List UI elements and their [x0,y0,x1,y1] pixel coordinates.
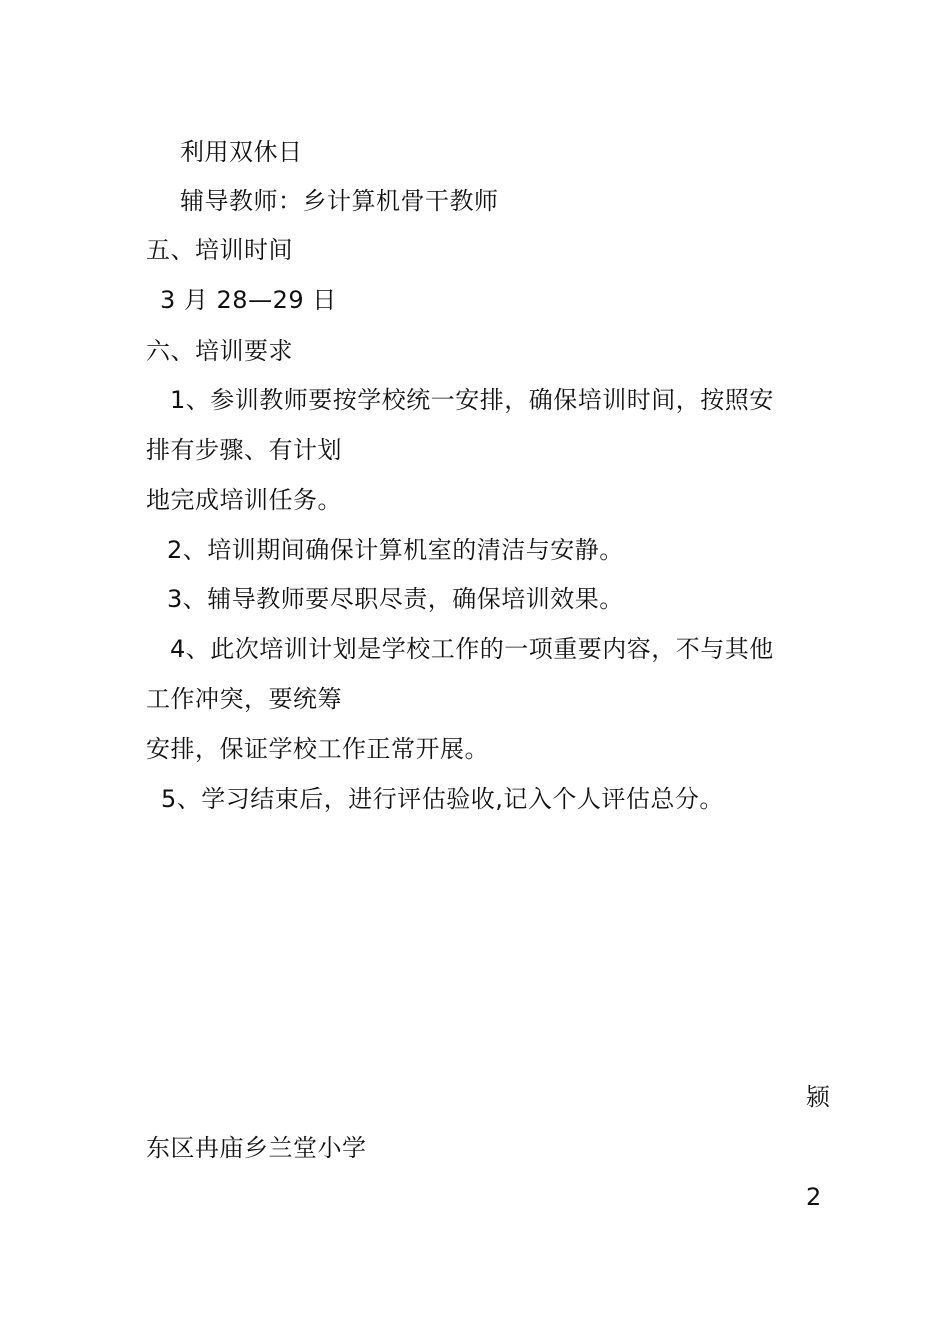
school-name: 东区冉庙乡兰堂小学 [146,1134,367,1162]
section-heading: 六、培训要求 [146,337,293,365]
list-item: 5、学习结束后，进行评估验收,记入个人评估总分。 [161,785,724,813]
list-item: 4、此次培训计划是学校工作的一项重要内容，不与其他 [170,635,774,663]
list-item-continuation: 安排，保证学校工作正常开展。 [146,735,489,763]
list-item: 1、参训教师要按学校统一安排，确保培训时间，按照安 [170,386,774,414]
section-heading: 五、培训时间 [146,236,293,264]
list-item-continuation: 地完成培训任务。 [146,486,342,514]
body-line: 利用双休日 [180,138,303,166]
page-number: 2 [806,1183,822,1211]
signature-fragment: 颍 [806,1083,831,1111]
list-item-continuation: 排有步骤、有计划 [146,436,342,464]
list-item: 2、培训期间确保计算机室的清洁与安静。 [167,536,624,564]
list-item: 3、辅导教师要尽职尽责，确保培训效果。 [167,585,624,613]
body-line: 辅导教师：乡计算机骨干教师 [180,187,499,215]
list-item-continuation: 工作冲突，要统筹 [146,685,342,713]
body-line: 3 月 28—29 日 [160,286,337,314]
